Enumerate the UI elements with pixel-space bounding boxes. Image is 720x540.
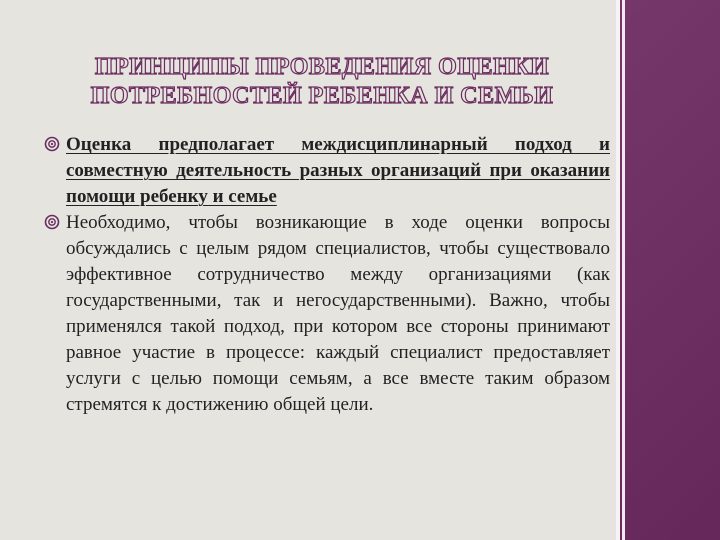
slide-title: ПРИНЦИПЫ ПРОВЕДЕНИЯ ОЦЕНКИ ПОТРЕБНОСТЕЙ РЕБЕНКА И СЕМЬИ: [90, 54, 554, 109]
side-panel-line: [622, 0, 625, 540]
slide-content: [44, 132, 610, 418]
principle-text-1: Оценка предполагает междисциплинарный подход и совместную деятельность разных организаций при оказании помощи ребенку и семье: [66, 134, 610, 207]
circle-target-icon: [44, 214, 60, 230]
bullet-item-1: [44, 132, 610, 210]
decorative-side-panel: [620, 0, 720, 540]
bullet-item-2: [44, 210, 610, 418]
circle-target-icon: [44, 136, 60, 152]
principle-text-2: Необходимо, чтобы возникающие в ходе оценки вопросы обсуждались с целым рядом специалистов, чтобы существовало эффективное сотрудничество между организациями (как государственными, так и негосударственными). Важно, чтобы применялся такой подход, при котором все стороны принимают равное участие в процессе: каждый специалист предоставляет услуги с целью помощи семьям, а все вместе таким образом стремятся к достижению общей цели.: [66, 212, 610, 415]
